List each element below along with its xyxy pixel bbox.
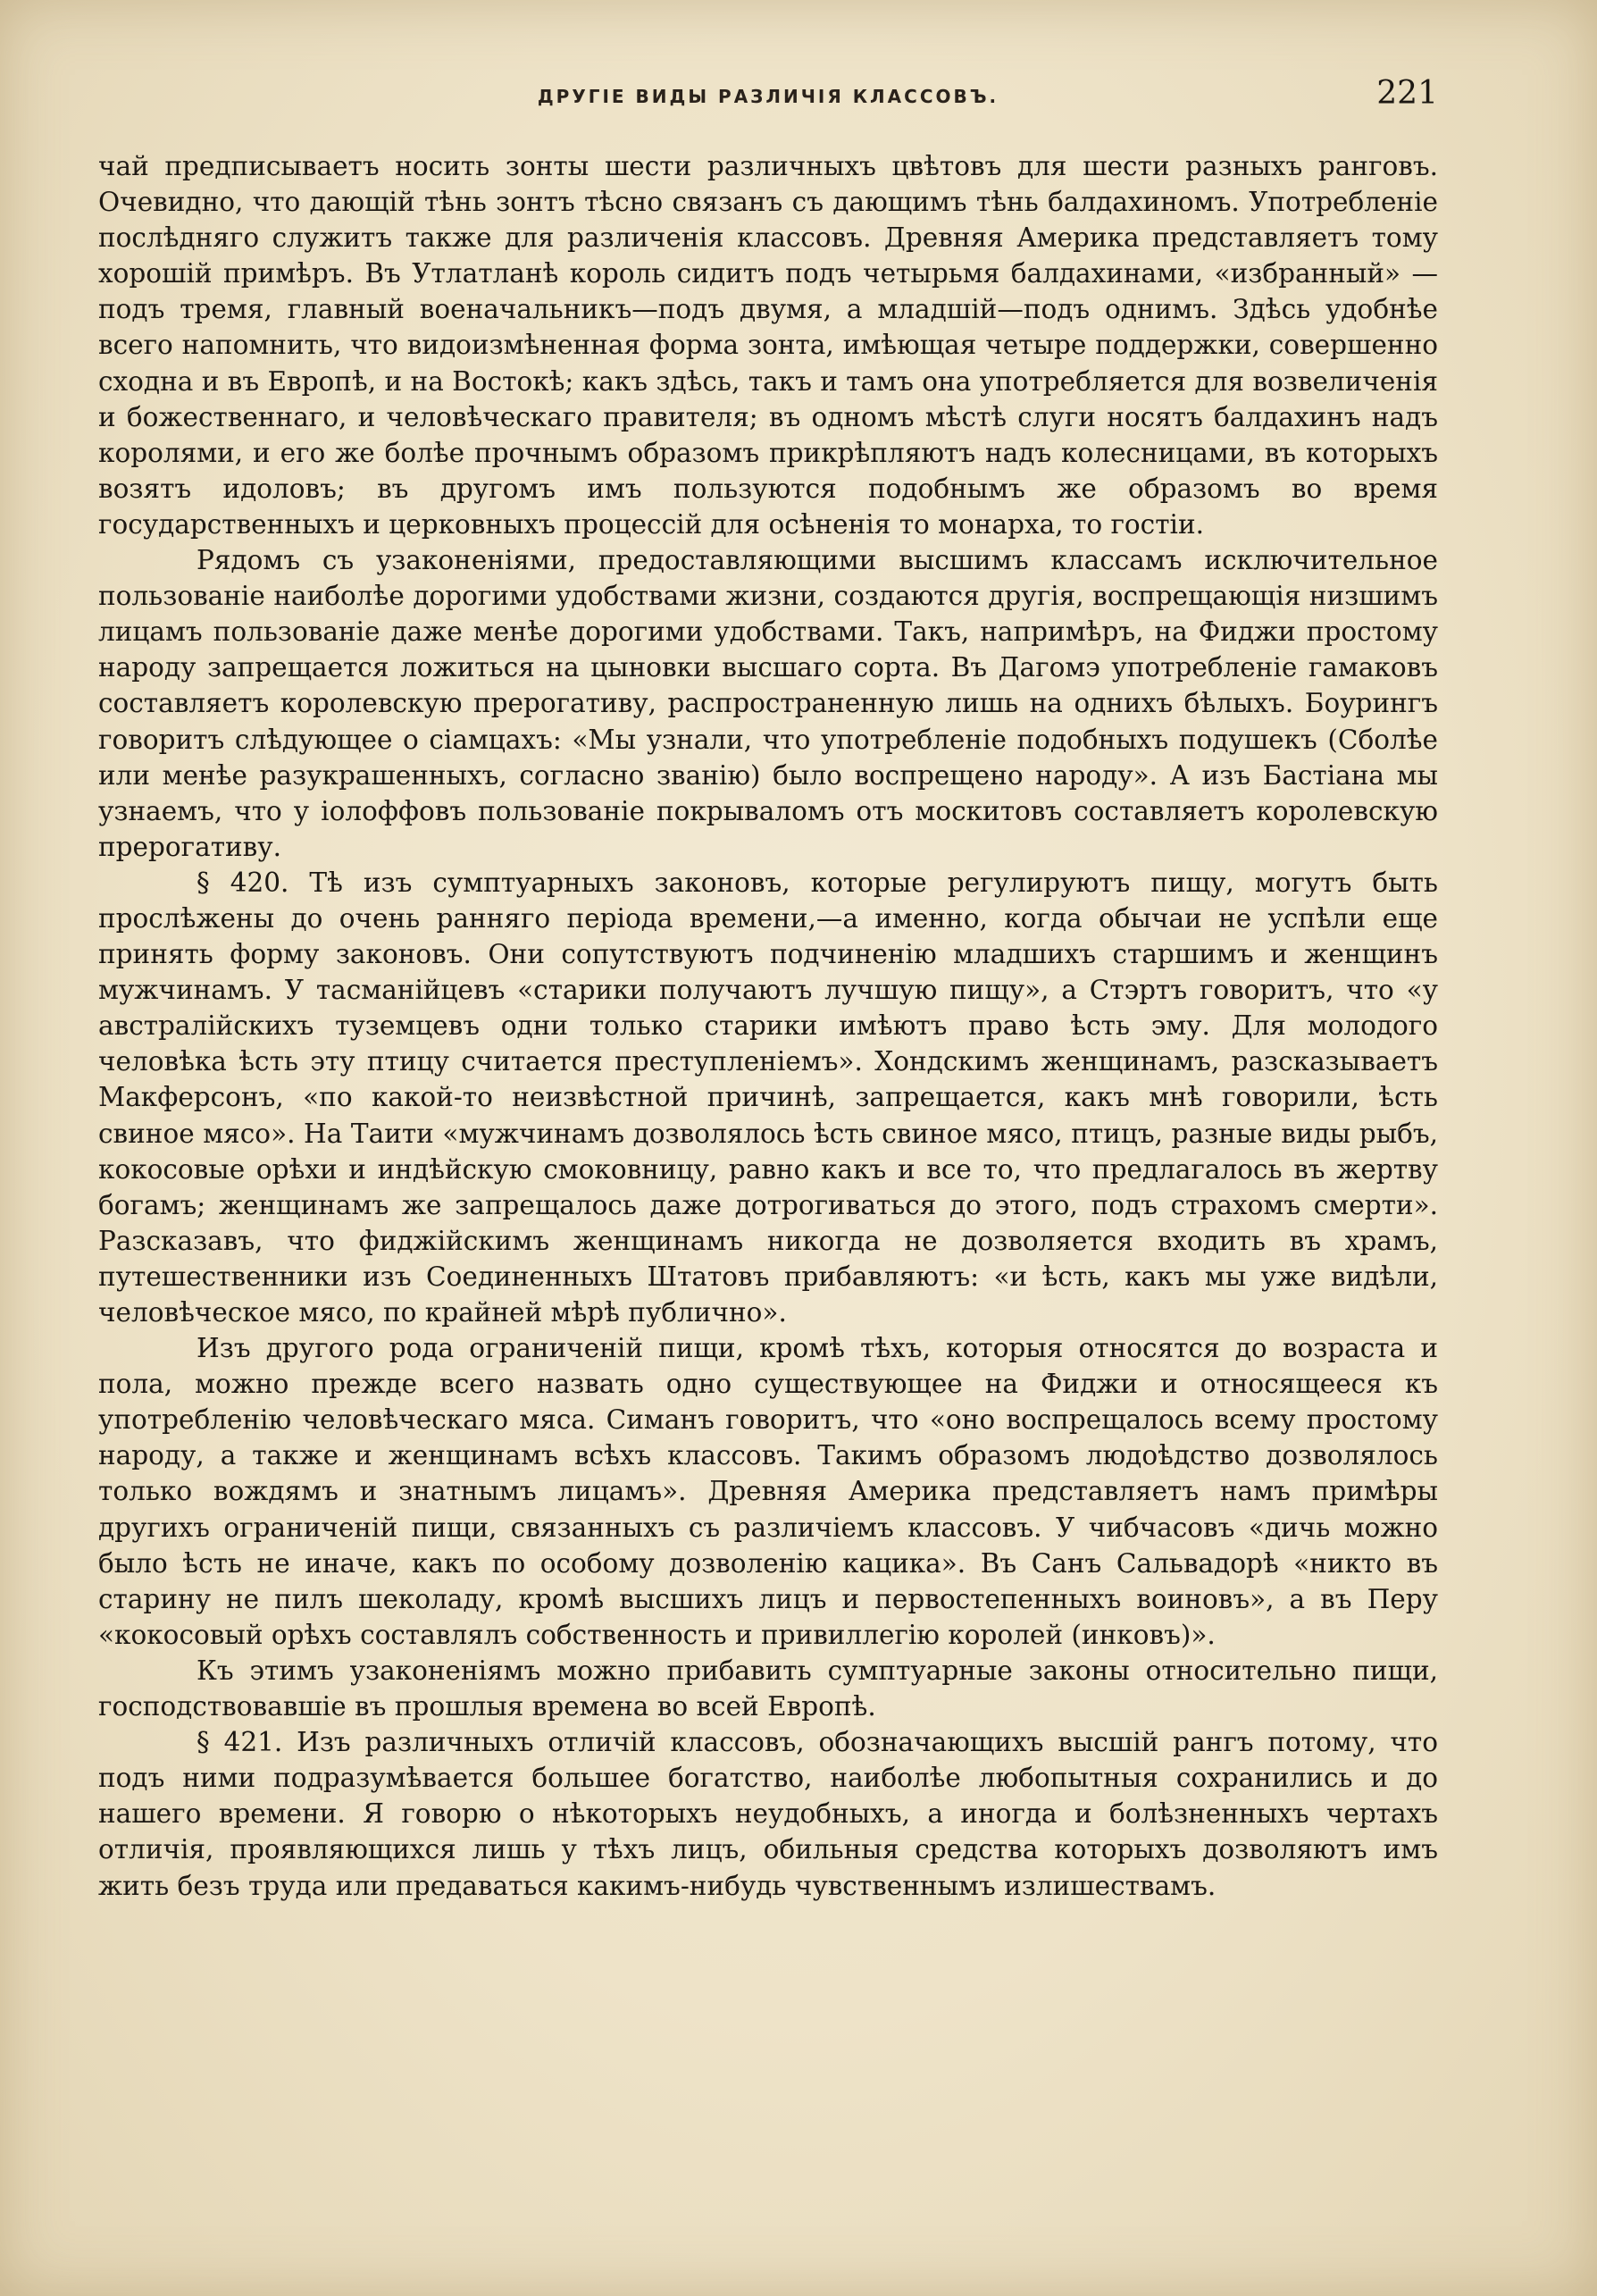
page-number: 221 (1376, 75, 1438, 112)
paragraph-section-421: § 421. Изъ различныхъ отличій классовъ, обозначающихъ высшій рангъ потому, что подъ ними подразумѣвается большее богатство, наиболѣе любопытныя сохранились и до нашего времени. Я говорю о нѣкоторыхъ неудобныхъ, а иногда и болѣзненныхъ чертахъ отличія, проявляющихся лишь у тѣхъ лицъ, обильныя средства которыхъ дозволяютъ имъ жить безъ труда или предаваться какимъ-нибудь чувственнымъ излишествамъ. (98, 1727, 1438, 1901)
page-header (98, 75, 1438, 120)
paragraph: Къ этимъ узаконеніямъ можно прибавить сумптуарные законы относительно пищи, господствовавшіе въ прошлыя времена во всей Европѣ. (98, 1655, 1438, 1722)
paragraph-continuation: чай предписываетъ носить зонты шести различныхъ цвѣтовъ для шести разныхъ ранговъ. Очевидно, что дающій тѣнь зонтъ тѣсно связанъ съ дающимъ тѣнь балдахиномъ. Употребленіе послѣдняго служитъ также для различенія классовъ. Древняя Америка представляетъ тому хорошій примѣръ. Въ Утлатланѣ король сидитъ подъ четырьмя балдахинами, «избранный» —подъ тремя, главный военачальникъ—подъ двумя, а младшій—подъ однимъ. Здѣсь удобнѣе всего напомнить, что видоизмѣненная форма зонта, имѣющая четыре поддержки, совершенно сходна и въ Европѣ, и на Востокѣ; какъ здѣсь, такъ и тамъ она употребляется для возвеличенія и божественнаго, и человѣческаго правителя; въ одномъ мѣстѣ слуги носятъ балдахинъ надъ королями, и его же болѣе прочнымъ образомъ прикрѣпляютъ надъ колесницами, въ которыхъ возятъ идоловъ; въ другомъ имъ пользуются подобнымъ же образомъ во время государственныхъ и церковныхъ процессій для осѣненія то монарха, то гостіи. (98, 151, 1438, 540)
paragraph: Рядомъ съ узаконеніями, предоставляющими высшимъ классамъ исключительное пользованіе наиболѣе дорогими удобствами жизни, создаются другія, воспрещающія низшимъ лицамъ пользованіе даже менѣе дорогими удобствами. Такъ, напримѣръ, на Фиджи простому народу запрещается ложиться на цыновки высшаго сорта. Въ Дагомэ употребленіе гамаковъ составляетъ королевскую прерогативу, распространенную лишь на однихъ бѣлыхъ. Боурингъ говоритъ слѣдующее о сіамцахъ: «Мы узнали, что употребленіе подобныхъ подушекъ (Сболѣе или менѣе разукрашенныхъ, согласно званію) было воспрещено народу». А изъ Бастіана мы узнаемъ, что у іолоффовъ пользованіе покрываломъ отъ москитовъ составляетъ королевскую прерогативу. (98, 545, 1438, 862)
running-title: ДРУГІЕ ВИДЫ РАЗЛИЧІЯ КЛАССОВЪ. (537, 86, 999, 107)
body-text (98, 148, 1438, 1904)
paragraph-section-420: § 420. Тѣ изъ сумптуарныхъ законовъ, которые регулируютъ пищу, могутъ быть прослѣжены до очень ранняго періода времени,—а именно, когда обычаи не успѣли еще принять форму законовъ. Они сопутствуютъ подчиненію младшихъ старшимъ и женщинъ мужчинамъ. У тасманійцевъ «старики получаютъ лучшую пищу», а Стэртъ говоритъ, что «у австралійскихъ туземцевъ одни только старики имѣютъ право ѣсть эму. Для молодого человѣка ѣсть эту птицу считается преступленіемъ». Хондскимъ женщинамъ, разсказываетъ Макферсонъ, «по какой-то неизвѣстной причинѣ, запрещается, какъ мнѣ говорили, ѣсть свиное мясо». На Таити «мужчинамъ дозволялось ѣсть свиное мясо, птицъ, разные виды рыбъ, кокосовые орѣхи и индѣйскую смоковницу, равно какъ и все то, что предлагалось въ жертву богамъ; женщинамъ же запрещалось даже дотрогиваться до этого, подъ страхомъ смерти». Разсказавъ, что фиджійскимъ женщинамъ никогда не дозволяется входить въ храмъ, путешественники изъ Соединенныхъ Штатовъ прибавляютъ: «и ѣсть, какъ мы уже видѣли, человѣческое мясо, по крайней мѣрѣ публично». (98, 867, 1438, 1328)
paragraph: Изъ другого рода ограниченій пищи, кромѣ тѣхъ, которыя относятся до возраста и пола, можно прежде всего назвать одно существующее на Фиджи и относящееся къ употребленію человѣческаго мяса. Симанъ говоритъ, что «оно воспрещалось всему простому народу, а также и женщинамъ всѣхъ классовъ. Такимъ образомъ людоѣдство дозволялось только вождямъ и знатнымъ лицамъ». Древняя Америка представляетъ намъ примѣры другихъ ограниченій пищи, связанныхъ съ различіемъ классовъ. У чибчасовъ «дичь можно было ѣсть не иначе, какъ по особому дозволенію кацика». Въ Санъ Сальвадорѣ «никто въ старину не пилъ шеколаду, кромѣ высшихъ лицъ и первостепенныхъ воиновъ», а въ Перу «кокосовый орѣхъ составлялъ собственность и привиллегію королей (инковъ)». (98, 1333, 1438, 1650)
